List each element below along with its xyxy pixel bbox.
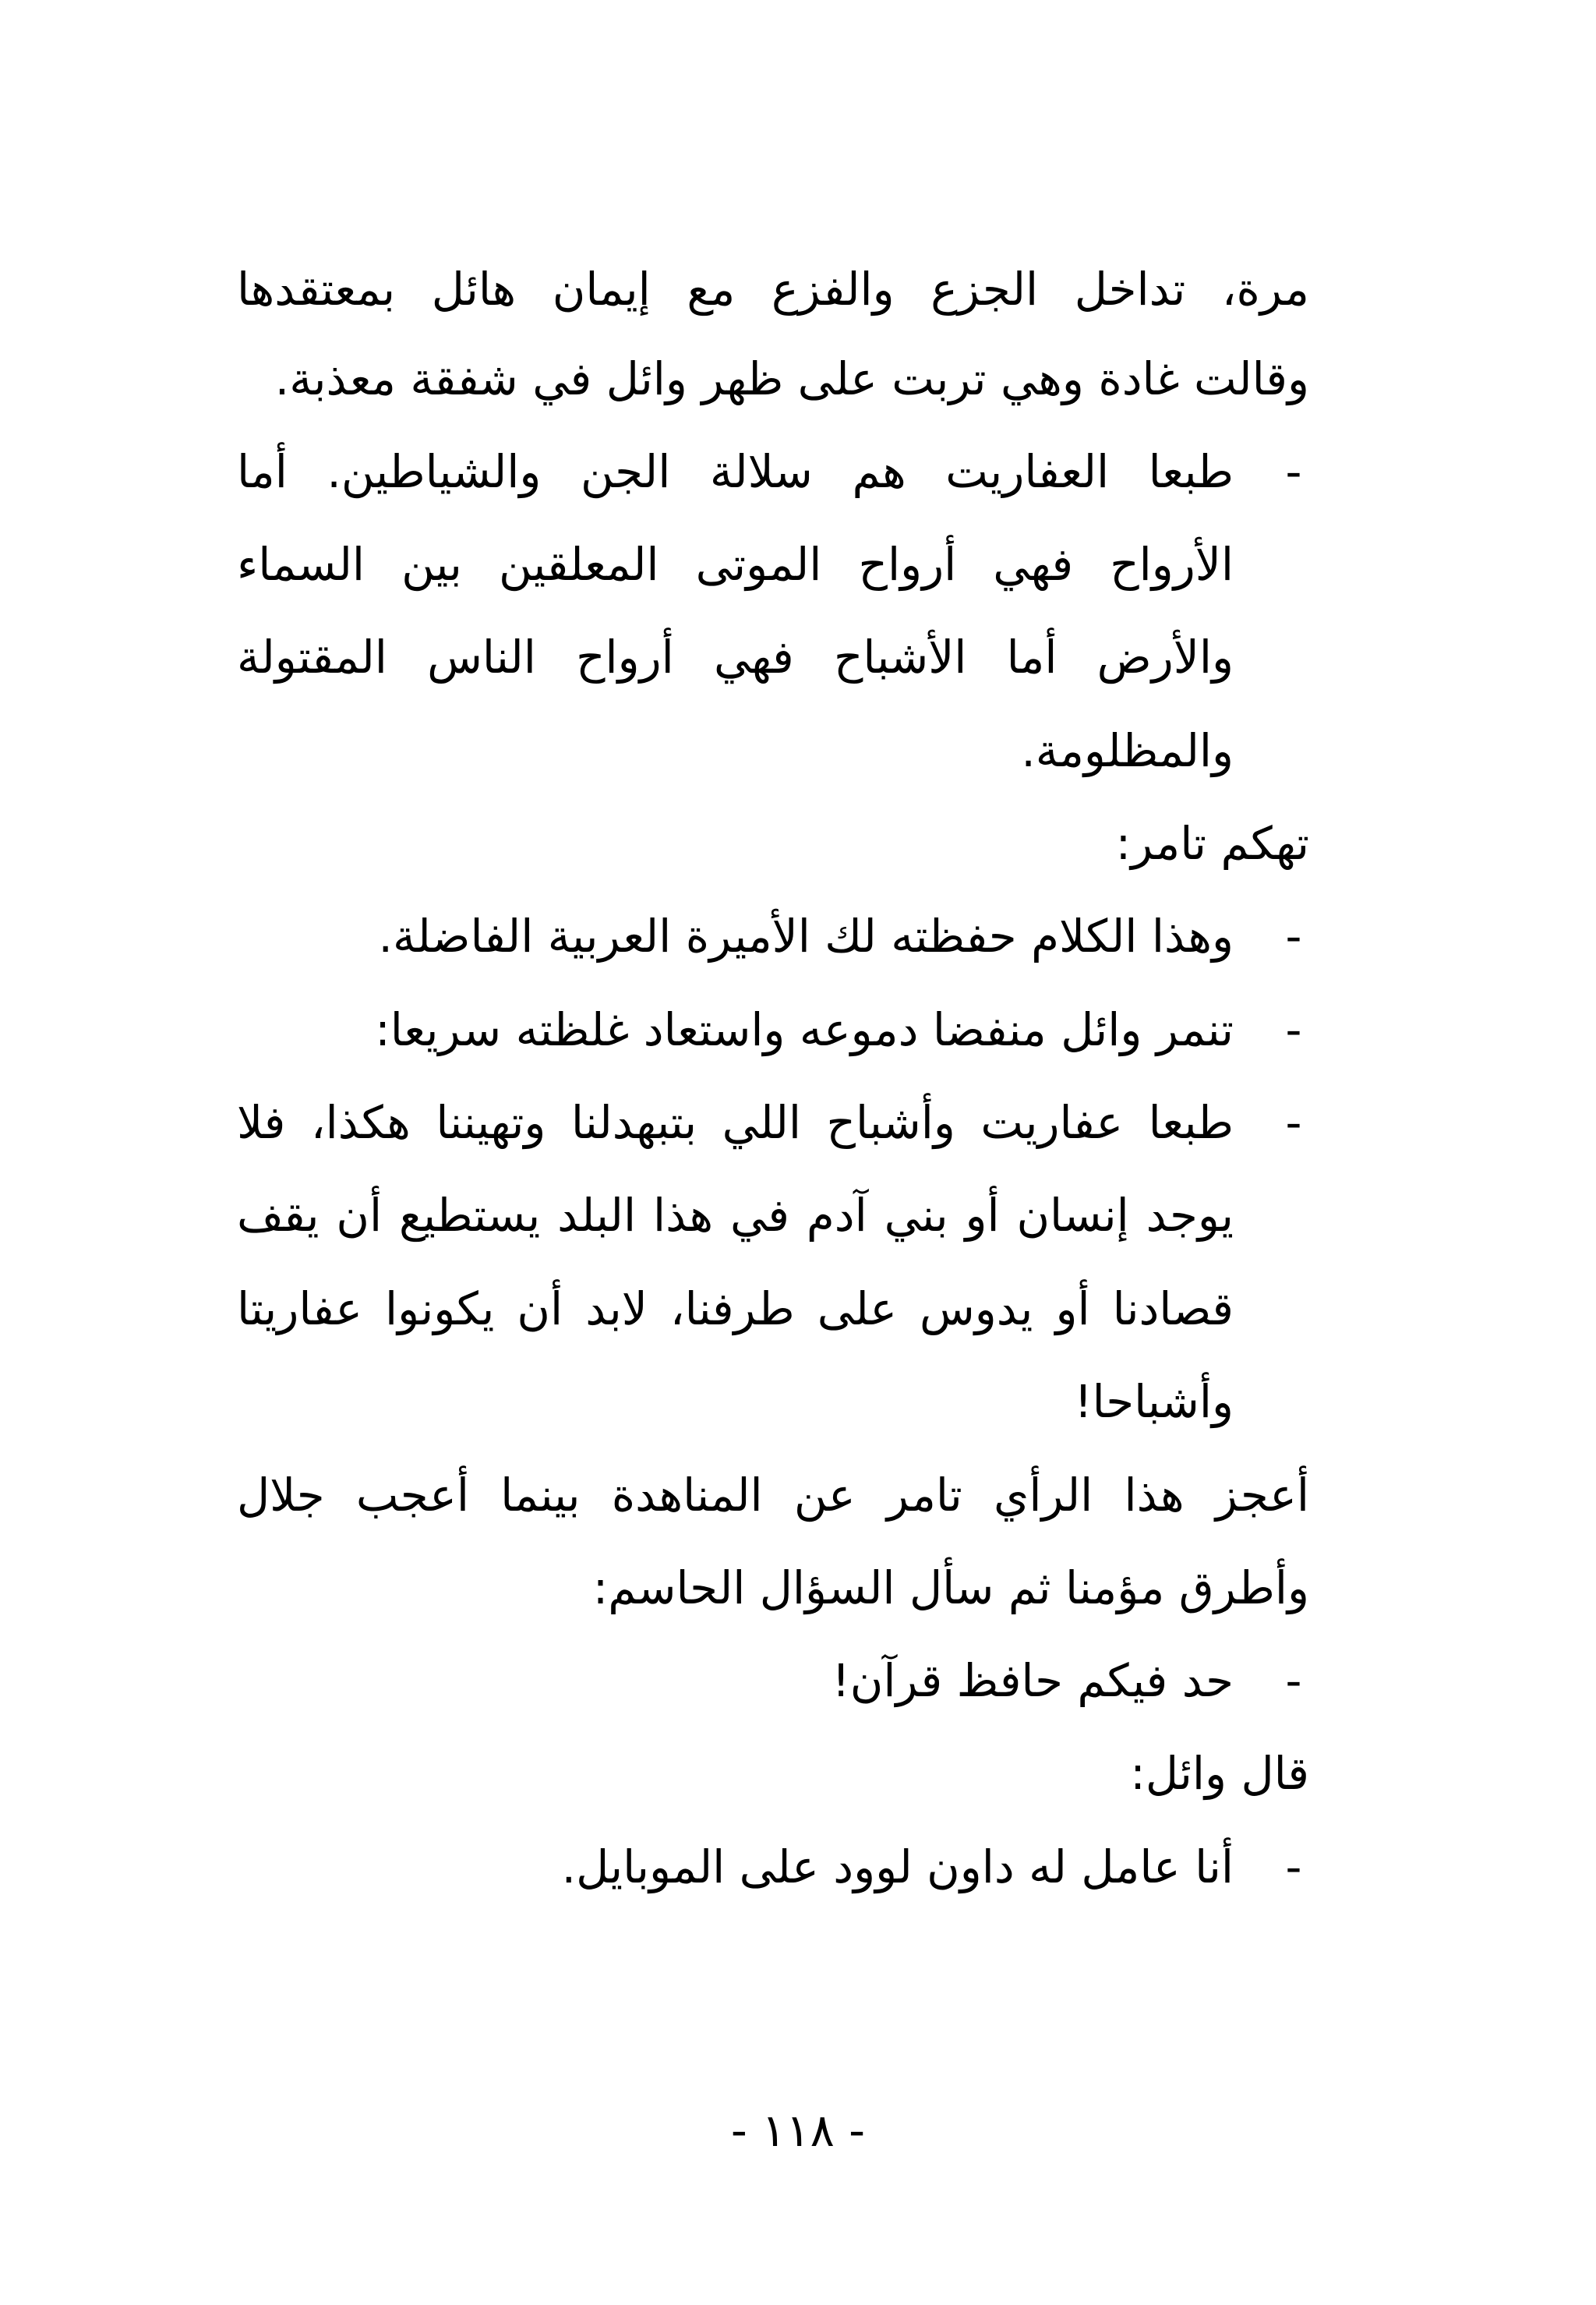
- dialogue-dash: -: [1285, 1840, 1302, 1893]
- dialogue-dash: -: [1285, 910, 1302, 963]
- text-line: طبعا عفاريت وأشباح اللي بتبهدلنا وتهيننا هكذا، فلا: [237, 1096, 1234, 1149]
- text-line: مرة، تداخل الجزع والفزع مع إيمان هائل بمعتقدها: [237, 263, 1309, 316]
- text-line: طبعا العفاريت هم سلالة الجن والشياطين. أما: [237, 445, 1234, 498]
- text-line: تهكم تامر:: [1115, 817, 1309, 870]
- text-line: حد فيكم حافظ قرآن!: [832, 1654, 1234, 1707]
- dialogue-dash: -: [1285, 1654, 1302, 1707]
- dialogue-dash: -: [1285, 445, 1302, 498]
- text-line: الأرواح فهي أرواح الموتى المعلقين بين السماء: [237, 538, 1234, 591]
- text-line: أعجز هذا الرأي تامر عن المناهدة بينما أعجب جلال: [237, 1469, 1309, 1522]
- text-line: والأرض أما الأشباح فهي أرواح الناس المقتولة: [237, 631, 1234, 684]
- text-line: أنا عامل له داون لوود على الموبايل.: [561, 1840, 1234, 1893]
- text-line: وأطرق مؤمنا ثم سأل السؤال الحاسم:: [592, 1561, 1309, 1614]
- dialogue-dash: -: [1285, 1003, 1302, 1056]
- text-line: وقالت غادة وهي تربت على ظهر وائل في شفقة معذبة.: [274, 352, 1309, 405]
- text-line: قصادنا أو يدوس على طرفنا، لابد أن يكونوا عفاريتا: [237, 1282, 1234, 1335]
- text-line: يوجد إنسان أو بني آدم في هذا البلد يستطيع أن يقف: [237, 1189, 1234, 1242]
- text-line: والمظلومة.: [1021, 724, 1234, 777]
- text-line: قال وائل:: [1130, 1747, 1309, 1800]
- text-line: تنمر وائل منفضا دموعه واستعاد غلظته سريعا:: [375, 1003, 1234, 1056]
- dialogue-dash: -: [1285, 1096, 1302, 1149]
- page-number: - ١١٨ -: [730, 2104, 866, 2157]
- text-line: وهذا الكلام حفظته لك الأميرة العربية الفاضلة.: [378, 910, 1234, 963]
- text-line: وأشباحا!: [1074, 1375, 1234, 1428]
